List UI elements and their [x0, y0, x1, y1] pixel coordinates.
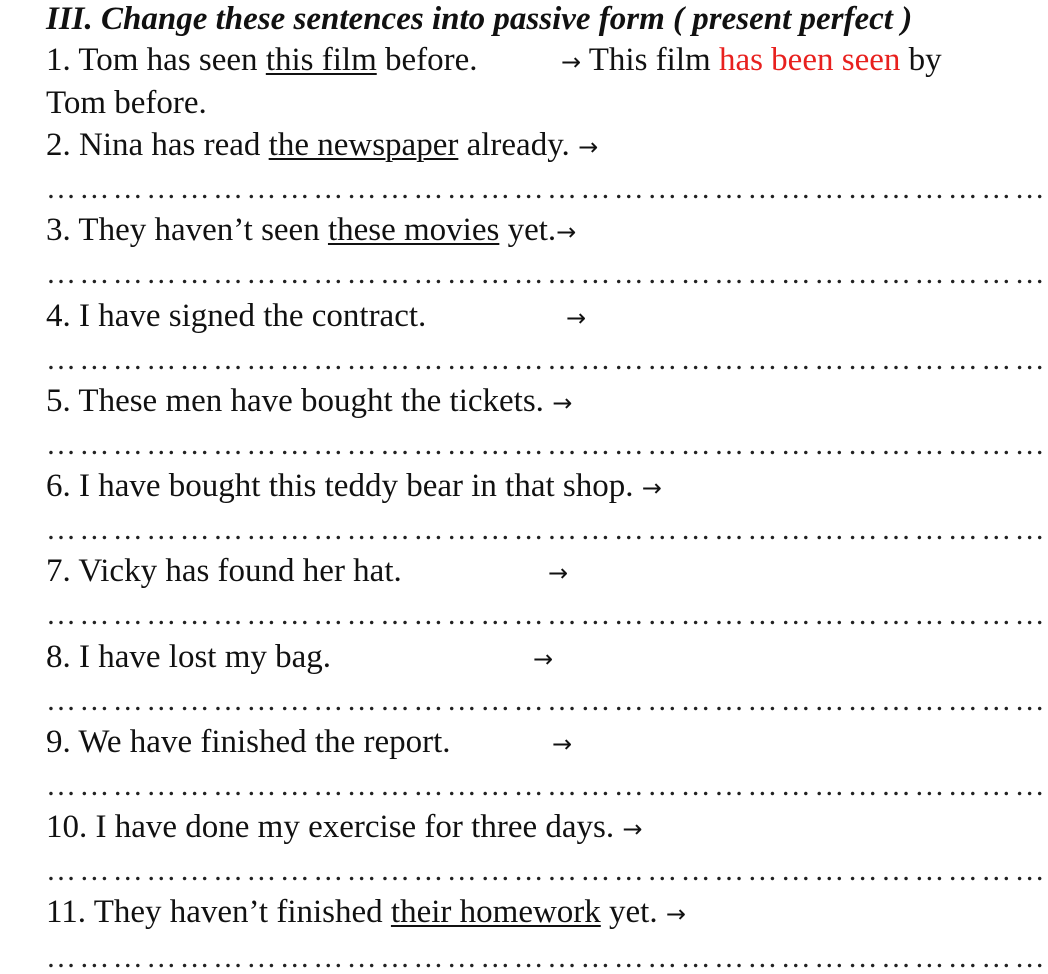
item-number: 8.	[46, 639, 71, 675]
answer-text: This film	[588, 42, 719, 78]
sentence-text: I have done my exercise for three days.	[95, 809, 615, 845]
sentence-text: Nina has read	[79, 127, 269, 163]
sentence-text: We have finished the report.	[78, 724, 451, 760]
highlighted-verb: has been seen	[718, 42, 901, 78]
answer-line[interactable]: ………………………………………………………………………………	[46, 343, 1048, 376]
sentence-text: before.	[376, 42, 478, 78]
item-number: 5.	[46, 383, 71, 419]
exercise-item	[46, 210, 576, 252]
underlined-object: their homework	[390, 894, 601, 930]
underlined-object: these movies	[327, 212, 500, 248]
arrow-icon: →	[641, 474, 662, 502]
answer-line[interactable]: ………………………………………………………………………………	[46, 684, 1048, 717]
item-number: 1.	[46, 42, 71, 78]
arrow-icon: →	[556, 218, 577, 246]
example-answer	[561, 40, 942, 82]
arrow	[548, 551, 568, 593]
item-number: 9.	[46, 724, 71, 760]
answer-line[interactable]: ………………………………………………………………………………	[46, 513, 1048, 546]
sentence-text: They haven’t finished	[93, 894, 391, 930]
example-sentence	[46, 40, 478, 80]
arrow-icon: →	[622, 815, 643, 843]
underlined-object: the newspaper	[268, 127, 459, 163]
exercise-item	[46, 892, 686, 934]
arrow-icon: →	[552, 389, 573, 417]
arrow-icon: →	[561, 48, 582, 76]
sentence-text: yet.	[600, 894, 658, 930]
answer-line[interactable]: ………………………………………………………………………………	[46, 257, 1048, 290]
answer-line[interactable]: ………………………………………………………………………………	[46, 854, 1048, 887]
exercise-item	[46, 637, 331, 677]
arrow-icon: →	[566, 304, 587, 332]
answer-line[interactable]: ………………………………………………………………………………	[46, 941, 1048, 974]
answer-line[interactable]: ………………………………………………………………………………	[46, 598, 1048, 631]
sentence-text: I have lost my bag.	[79, 639, 332, 675]
exercise-item	[46, 466, 662, 508]
item-number: 2.	[46, 127, 71, 163]
exercise-item	[46, 551, 402, 591]
sentence-text: already.	[458, 127, 570, 163]
sentence-text: I have signed the contract.	[79, 298, 427, 334]
sentence-text: Tom has seen	[78, 42, 266, 78]
exercise-item	[46, 296, 426, 336]
answer-text: by	[900, 42, 942, 78]
answer-line[interactable]: ………………………………………………………………………………	[46, 428, 1048, 461]
item-number: 10.	[46, 809, 88, 845]
answer-line[interactable]: ………………………………………………………………………………	[46, 172, 1048, 205]
answer-line[interactable]: ………………………………………………………………………………	[46, 769, 1048, 802]
arrow-icon: →	[665, 900, 686, 928]
arrow	[566, 296, 586, 338]
arrow	[533, 637, 553, 679]
arrow-icon: →	[533, 645, 554, 673]
item-number: 7.	[46, 553, 71, 589]
exercise-item	[46, 125, 598, 167]
arrow-icon: →	[548, 559, 569, 587]
item-number: 11.	[46, 894, 87, 930]
arrow-icon: →	[578, 133, 599, 161]
arrow	[552, 722, 572, 764]
item-number: 4.	[46, 298, 71, 334]
sentence-text: They haven’t seen	[78, 212, 328, 248]
exercise-item	[46, 807, 642, 849]
exercise-title: III. Change these sentences into passive form ( present perfect )	[46, 1, 913, 37]
sentence-text: These men have bought the tickets.	[78, 383, 544, 419]
exercise-item	[46, 381, 572, 423]
item-number: 6.	[46, 468, 71, 504]
item-number: 3.	[46, 212, 71, 248]
sentence-text: yet.	[499, 212, 557, 248]
arrow-icon: →	[552, 730, 573, 758]
sentence-text: I have bought this teddy bear in that shop.	[79, 468, 634, 504]
underlined-object: this film	[265, 42, 377, 78]
sentence-text: Vicky has found her hat.	[78, 553, 402, 589]
exercise-item	[46, 722, 451, 762]
example-answer-continued: Tom before.	[46, 85, 207, 121]
